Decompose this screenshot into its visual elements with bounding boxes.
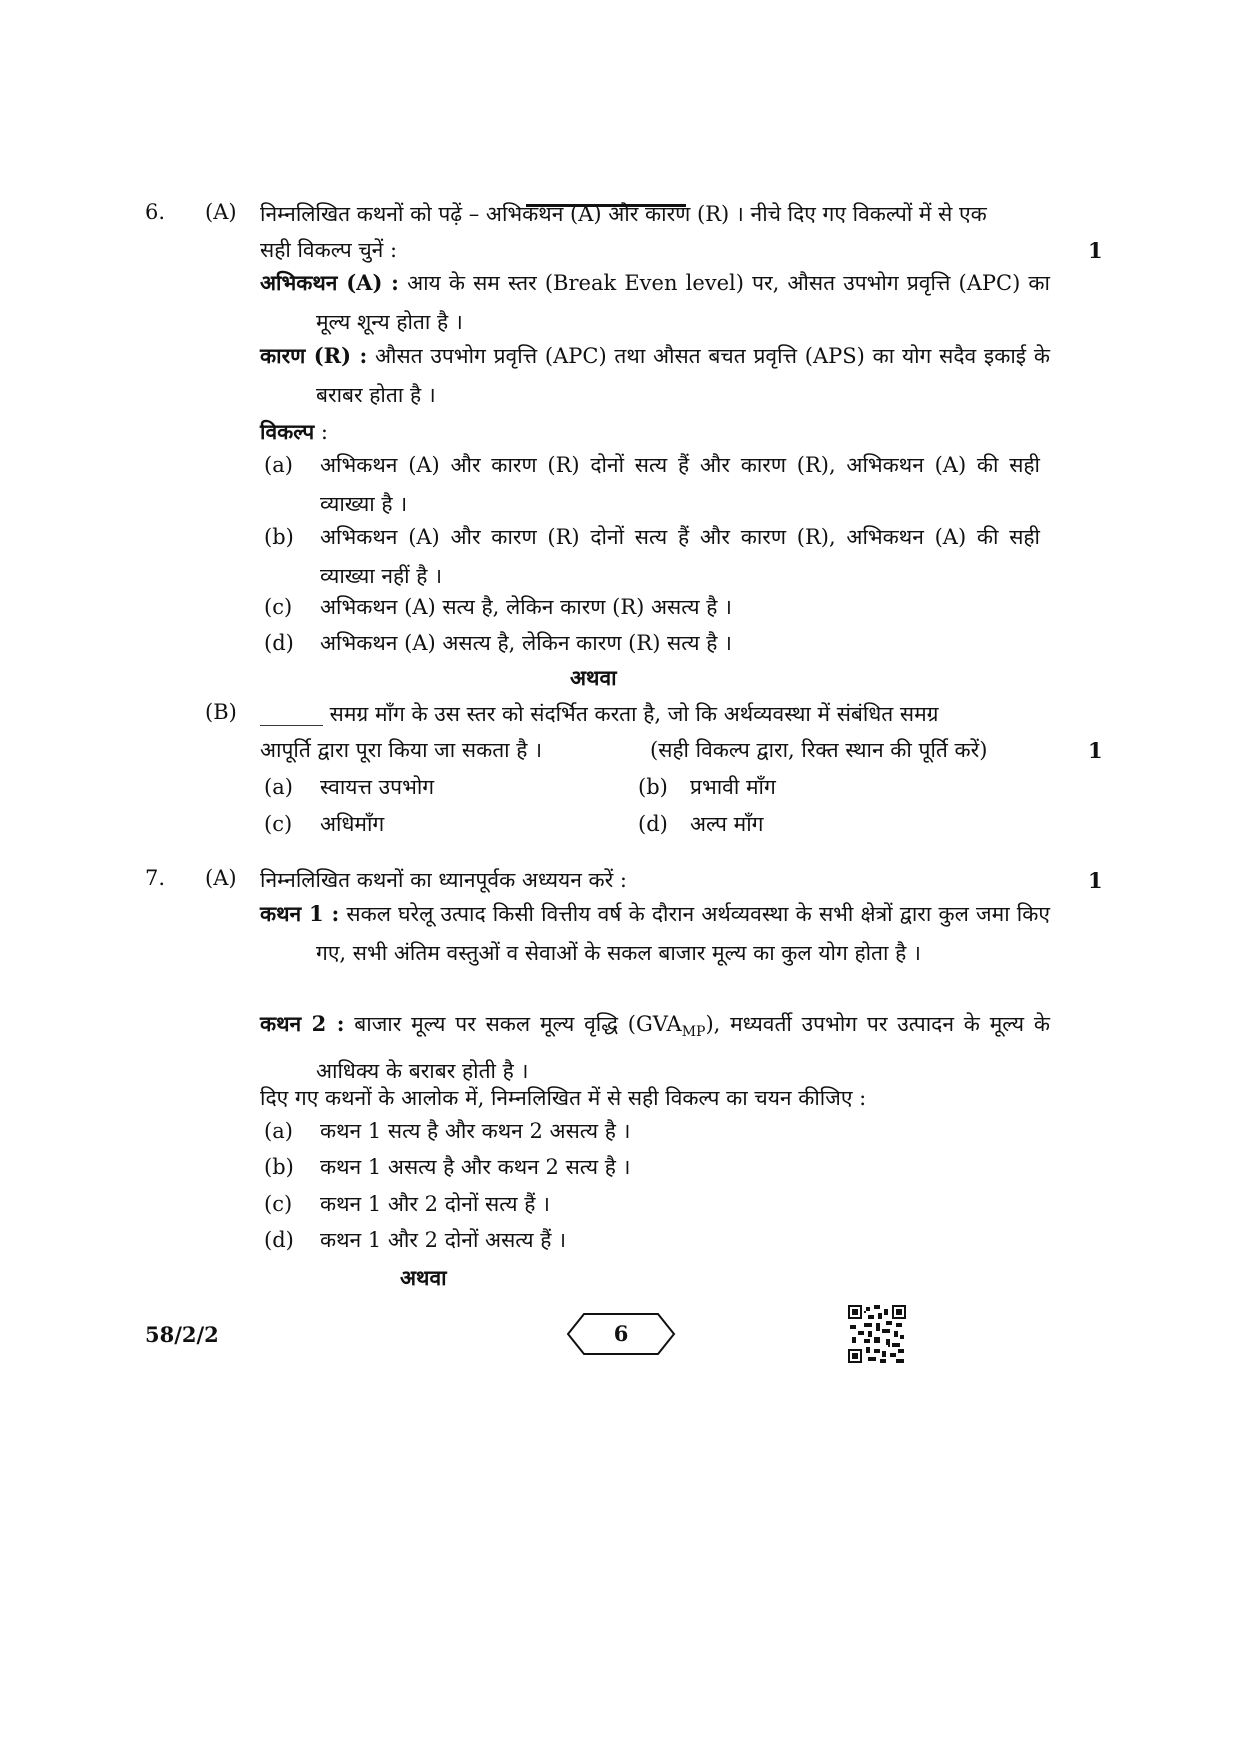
option-text: अल्प माँग (690, 812, 764, 836)
option-text: कथन 1 असत्य है और कथन 2 सत्य है । (320, 1155, 631, 1179)
option-label: (a) (264, 775, 293, 799)
option-item (264, 446, 1054, 526)
option-item (264, 1221, 1054, 1261)
question-intro: निम्नलिखित कथनों को पढ़ें – अभिकथन (A) और कारण (R) । नीचे दिए गए विकल्पों में से एक (260, 202, 987, 226)
part-label: (A) (205, 866, 237, 890)
option-text: अभिकथन (A) और कारण (R) दोनों सत्य हैं और कारण (R), अभिकथन (A) की सही व्याख्या नहीं है । (320, 525, 1040, 588)
paper-code: 58/2/2 (145, 1322, 219, 1347)
or-separator: अथवा (400, 1265, 447, 1290)
option-text: कथन 1 सत्य है और कथन 2 असत्य है । (320, 1119, 631, 1143)
marks: 1 (1088, 868, 1103, 893)
part-label: (A) (205, 200, 237, 224)
assertion-text: आय के सम स्तर (Break Even level) पर, औसत उपभोग प्रवृत्ति (APC) का मूल्य शून्य होता है । (316, 271, 1050, 334)
option-item (264, 1148, 1054, 1188)
statement-label: कथन 2 : (260, 1011, 345, 1036)
option-text: कथन 1 और 2 दोनों असत्य हैं । (320, 1228, 567, 1252)
question-intro: निम्नलिखित कथनों का ध्यानपूर्वक अध्ययन करें : (260, 868, 627, 892)
assertion (260, 263, 1050, 342)
statement-1 (260, 894, 1050, 973)
option-item (638, 768, 938, 808)
reason-text: औसत उपभोग प्रवृत्ति (APC) तथा औसत बचत प्रवृत्ति (APS) का योग सदैव इकाई के बराबर होता है । (316, 344, 1050, 407)
option-label: (b) (638, 775, 668, 799)
option-label: (d) (264, 1228, 294, 1252)
option-label: (b) (264, 525, 294, 549)
option-label: (b) (264, 1155, 294, 1179)
option-label: (c) (264, 812, 293, 836)
page-number-badge (566, 1312, 676, 1356)
statement-2 (260, 1004, 1050, 1091)
statement-text-cont: ), मध्यवर्ती उपभोग पर उत्पादन के मूल्य के आधिक्य के बराबर होती है । (316, 1012, 1050, 1084)
option-item (264, 588, 1054, 628)
option-text: प्रभावी माँग (690, 775, 776, 799)
page-number: 6 (613, 1321, 629, 1346)
selection-prompt: दिए गए कथनों के आलोक में, निम्नलिखित में से सही विकल्प का चयन कीजिए : (260, 1086, 867, 1110)
or-separator: अथवा (570, 665, 617, 690)
option-text: अभिकथन (A) असत्य है, लेकिन कारण (R) सत्य है । (320, 631, 732, 655)
option-label: (c) (264, 595, 293, 619)
question-intro-cont: सही विकल्प चुनें : (260, 238, 398, 262)
option-text: अभिकथन (A) सत्य है, लेकिन कारण (R) असत्य है । (320, 595, 732, 619)
option-text: अधिमाँग (320, 812, 385, 836)
option-label: (d) (638, 812, 668, 836)
fill-blank-question-cont: आपूर्ति द्वारा पूरा किया जा सकता है । (260, 738, 543, 762)
option-item (638, 805, 938, 845)
subscript: MP (681, 1024, 706, 1041)
options-heading: विकल्प : (260, 419, 328, 444)
statement-text: बाजार मूल्य पर सकल मूल्य वृद्धि (GVA (354, 1012, 682, 1036)
statement-text: सकल घरेलू उत्पाद किसी वित्तीय वर्ष के दौरान अर्थव्यवस्था के सभी क्षेत्रों द्वारा कुल जमा किए गए, सभी अंतिम वस्तुओं व सेवाओं के सकल बाजार मूल्य का कुल योग होता है । (316, 902, 1050, 965)
option-label: (c) (264, 1192, 293, 1216)
option-item (264, 1112, 1054, 1152)
reason (260, 336, 1050, 415)
option-item (264, 518, 1054, 598)
option-label: (d) (264, 631, 294, 655)
option-text: स्वायत्त उपभोग (320, 775, 435, 799)
option-label: (a) (264, 453, 293, 477)
option-item (264, 768, 564, 808)
reason-label: कारण (R) : (260, 343, 368, 368)
marks: 1 (1088, 238, 1103, 263)
question-number: 7. (145, 866, 166, 890)
instruction: (सही विकल्प द्वारा, रिक्त स्थान की पूर्ति करें) (650, 738, 988, 762)
option-item (264, 805, 564, 845)
marks: 1 (1088, 738, 1103, 763)
option-text: अभिकथन (A) और कारण (R) दोनों सत्य हैं और कारण (R), अभिकथन (A) की सही व्याख्या है । (320, 453, 1040, 516)
option-item (264, 624, 1054, 664)
statement-label: कथन 1 : (260, 901, 340, 926)
option-label: (a) (264, 1119, 293, 1143)
assertion-label: अभिकथन (A) : (260, 270, 399, 295)
part-label: (B) (205, 700, 237, 724)
option-text: कथन 1 और 2 दोनों सत्य हैं । (320, 1192, 550, 1216)
option-item (264, 1185, 1054, 1225)
fill-blank-question: ______ समग्र माँग के उस स्तर को संदर्भित करता है, जो कि अर्थव्यवस्था में संबंधित समग्र (260, 702, 939, 726)
question-number: 6. (145, 200, 166, 224)
qr-code-icon (848, 1305, 906, 1363)
